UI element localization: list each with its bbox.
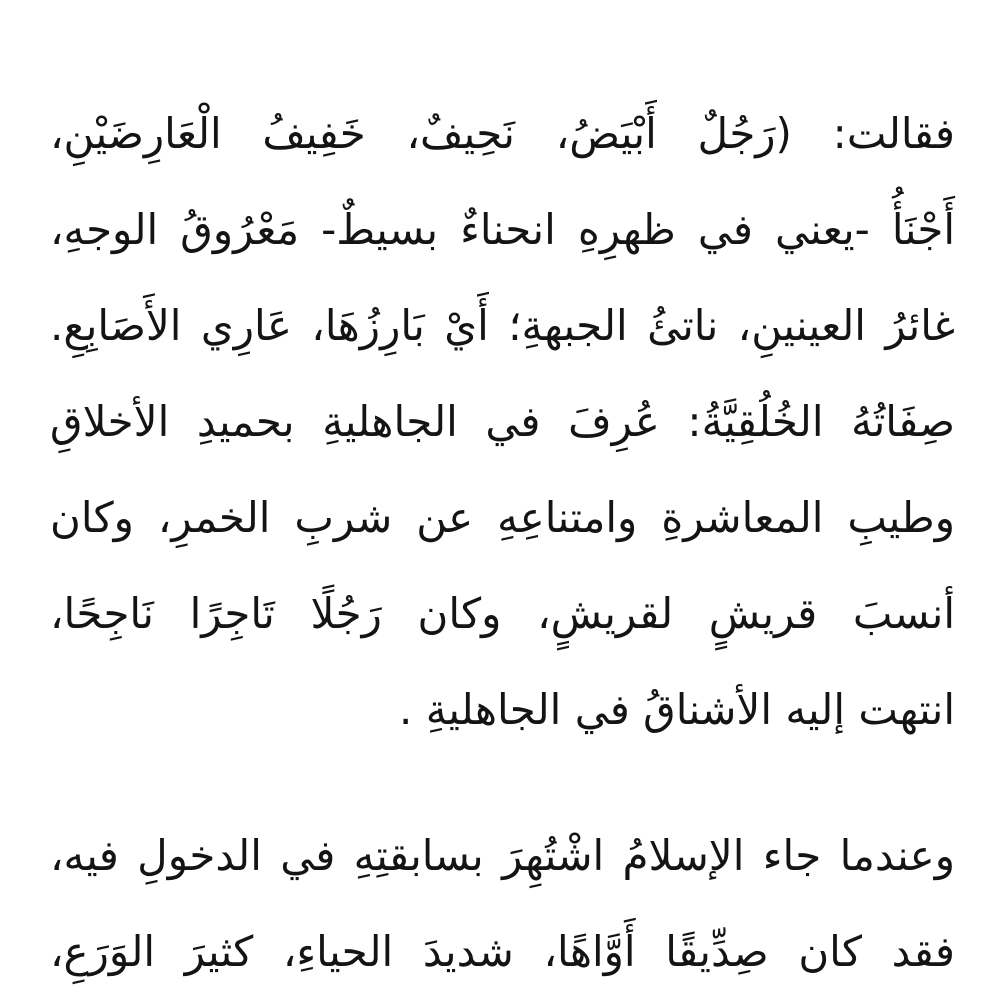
text-line: صِفَاتُهُ الخُلُقِيَّةُ: عُرِفَ في الجاهليةِ بحميدِ الأخلاقِ bbox=[50, 397, 955, 446]
text-line: وعندما جاء الإسلامُ اشْتُهِرَ بسابقتِهِ في الدخولِ فيه، bbox=[50, 831, 955, 880]
paragraph-description bbox=[50, 86, 955, 758]
text-line: فقالت: (رَجُلٌ أَبْيَضُ، نَحِيفٌ، خَفِيفُ الْعَارِضَيْنِ، bbox=[50, 109, 955, 158]
text-line: أَجْنَأُ -يعني في ظهرِهِ انحناءٌ بسيطٌ- مَعْرُوقُ الوجهِ، bbox=[50, 205, 955, 254]
text-line: غائرُ العينينِ، ناتئُ الجبهةِ؛ أَيْ بَارِزُهَا، عَارِي الأَصَابِعِ. bbox=[50, 301, 955, 350]
text-line: أنسبَ قريشٍ لقريشٍ، وكان رَجُلًا تَاجِرًا نَاجِحًا، bbox=[50, 589, 955, 638]
text-line: انتهت إليه الأشناقُ في الجاهليةِ . bbox=[399, 685, 955, 734]
text-line: وطيبِ المعاشرةِ وامتناعِهِ عن شربِ الخمرِ، وكان bbox=[50, 493, 955, 542]
text-line: فقد كان صِدِّيقًا أَوَّاهًا، شديدَ الحياءِ، كثيرَ الوَرَعِ، bbox=[50, 927, 955, 976]
paragraph-islam bbox=[50, 808, 955, 1000]
